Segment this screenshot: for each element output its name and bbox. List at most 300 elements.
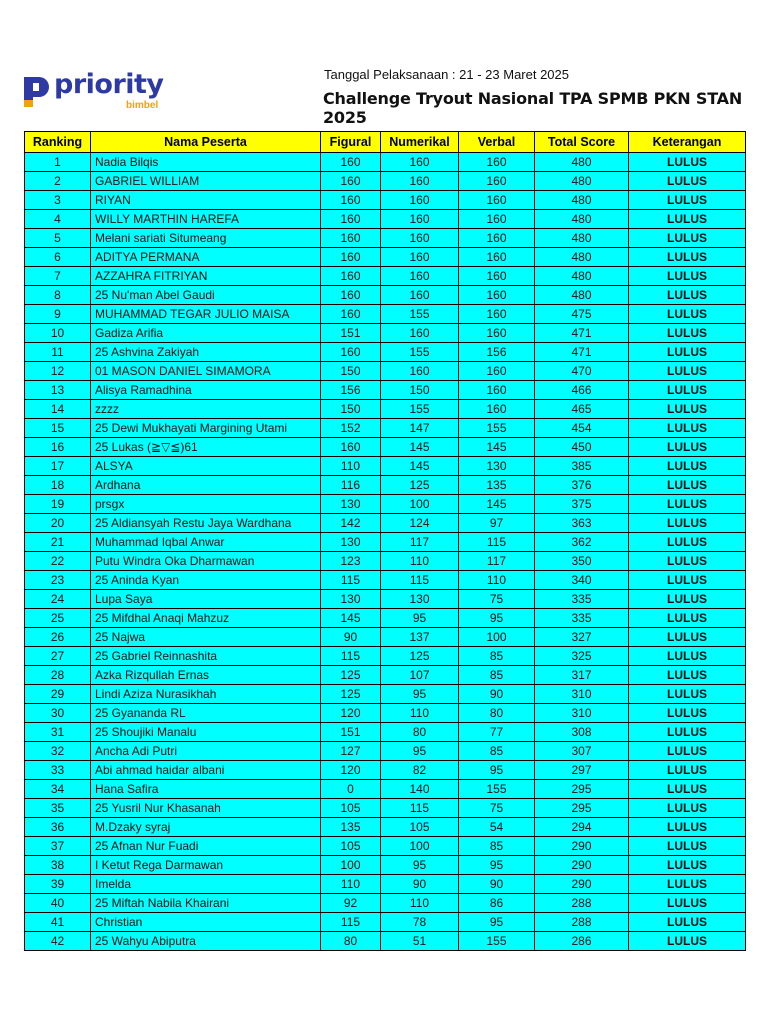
keterangan-cell: LULUS: [629, 799, 746, 818]
numerikal-cell: 155: [381, 343, 459, 362]
keterangan-cell: LULUS: [629, 286, 746, 305]
numerikal-cell: 140: [381, 780, 459, 799]
name-cell: WILLY MARTHIN HAREFA: [91, 210, 321, 229]
name-cell: Lupa Saya: [91, 590, 321, 609]
verbal-cell: 160: [459, 248, 535, 267]
priority-logo-icon: [22, 75, 52, 109]
name-cell: Gadiza Arifia: [91, 324, 321, 343]
verbal-cell: 85: [459, 837, 535, 856]
total-score-cell: 475: [535, 305, 629, 324]
name-cell: 25 Miftah Nabila Khairani: [91, 894, 321, 913]
numerikal-cell: 107: [381, 666, 459, 685]
total-score-cell: 290: [535, 856, 629, 875]
numerikal-cell: 130: [381, 590, 459, 609]
name-cell: 25 Ashvina Zakiyah: [91, 343, 321, 362]
name-cell: AZZAHRA FITRIYAN: [91, 267, 321, 286]
name-cell: 25 Gyananda RL: [91, 704, 321, 723]
numerikal-cell: 160: [381, 210, 459, 229]
table-row: [25, 894, 746, 913]
total-score-cell: 480: [535, 191, 629, 210]
keterangan-cell: LULUS: [629, 343, 746, 362]
keterangan-cell: LULUS: [629, 742, 746, 761]
numerikal-cell: 95: [381, 685, 459, 704]
name-cell: Abi ahmad haidar albani: [91, 761, 321, 780]
verbal-cell: 145: [459, 438, 535, 457]
rank-cell: 1: [25, 153, 91, 172]
figural-cell: 150: [321, 400, 381, 419]
total-score-cell: 297: [535, 761, 629, 780]
rank-cell: 41: [25, 913, 91, 932]
rank-cell: 32: [25, 742, 91, 761]
total-score-cell: 465: [535, 400, 629, 419]
verbal-cell: 75: [459, 590, 535, 609]
verbal-cell: 95: [459, 761, 535, 780]
numerikal-cell: 51: [381, 932, 459, 951]
rank-cell: 26: [25, 628, 91, 647]
figural-cell: 135: [321, 818, 381, 837]
keterangan-cell: LULUS: [629, 533, 746, 552]
rank-cell: 39: [25, 875, 91, 894]
name-cell: GABRIEL WILLIAM: [91, 172, 321, 191]
table-row: [25, 267, 746, 286]
rank-cell: 28: [25, 666, 91, 685]
keterangan-cell: LULUS: [629, 305, 746, 324]
name-cell: Hana Safira: [91, 780, 321, 799]
name-cell: 25 Yusril Nur Khasanah: [91, 799, 321, 818]
total-score-cell: 340: [535, 571, 629, 590]
name-cell: 25 Afnan Nur Fuadi: [91, 837, 321, 856]
table-row: [25, 457, 746, 476]
name-cell: Christian: [91, 913, 321, 932]
figural-cell: 130: [321, 495, 381, 514]
table-row: [25, 552, 746, 571]
keterangan-cell: LULUS: [629, 932, 746, 951]
verbal-cell: 160: [459, 305, 535, 324]
column-header-nama-peserta: Nama Peserta: [91, 132, 321, 153]
table-row: [25, 514, 746, 533]
verbal-cell: 155: [459, 780, 535, 799]
rank-cell: 17: [25, 457, 91, 476]
numerikal-cell: 95: [381, 856, 459, 875]
rank-cell: 6: [25, 248, 91, 267]
verbal-cell: 145: [459, 495, 535, 514]
total-score-cell: 480: [535, 248, 629, 267]
table-row: [25, 400, 746, 419]
total-score-cell: 290: [535, 875, 629, 894]
total-score-cell: 290: [535, 837, 629, 856]
verbal-cell: 100: [459, 628, 535, 647]
total-score-cell: 450: [535, 438, 629, 457]
figural-cell: 160: [321, 153, 381, 172]
table-row: [25, 438, 746, 457]
table-row: [25, 476, 746, 495]
rank-cell: 23: [25, 571, 91, 590]
rank-cell: 4: [25, 210, 91, 229]
rank-cell: 14: [25, 400, 91, 419]
name-cell: Melani sariati Situmeang: [91, 229, 321, 248]
figural-cell: 125: [321, 685, 381, 704]
verbal-cell: 80: [459, 704, 535, 723]
numerikal-cell: 145: [381, 438, 459, 457]
event-date: Tanggal Pelaksanaan : 21 - 23 Maret 2025: [324, 67, 570, 82]
total-score-cell: 317: [535, 666, 629, 685]
total-score-cell: 363: [535, 514, 629, 533]
total-score-cell: 480: [535, 172, 629, 191]
numerikal-cell: 100: [381, 837, 459, 856]
verbal-cell: 85: [459, 742, 535, 761]
table-row: [25, 761, 746, 780]
name-cell: 25 Lukas (≧▽≦)61: [91, 438, 321, 457]
keterangan-cell: LULUS: [629, 761, 746, 780]
column-header-numerikal: Numerikal: [381, 132, 459, 153]
figural-cell: 160: [321, 267, 381, 286]
rank-cell: 9: [25, 305, 91, 324]
figural-cell: 160: [321, 248, 381, 267]
name-cell: prsgx: [91, 495, 321, 514]
verbal-cell: 160: [459, 267, 535, 286]
name-cell: Ardhana: [91, 476, 321, 495]
figural-cell: 130: [321, 590, 381, 609]
rank-cell: 12: [25, 362, 91, 381]
keterangan-cell: LULUS: [629, 438, 746, 457]
keterangan-cell: LULUS: [629, 172, 746, 191]
verbal-cell: 95: [459, 609, 535, 628]
name-cell: Ancha Adi Putri: [91, 742, 321, 761]
total-score-cell: 471: [535, 324, 629, 343]
keterangan-cell: LULUS: [629, 552, 746, 571]
verbal-cell: 85: [459, 666, 535, 685]
total-score-cell: 454: [535, 419, 629, 438]
table-row: [25, 286, 746, 305]
rank-cell: 36: [25, 818, 91, 837]
numerikal-cell: 78: [381, 913, 459, 932]
numerikal-cell: 160: [381, 229, 459, 248]
figural-cell: 110: [321, 875, 381, 894]
rank-cell: 2: [25, 172, 91, 191]
keterangan-cell: LULUS: [629, 210, 746, 229]
verbal-cell: 160: [459, 324, 535, 343]
name-cell: MUHAMMAD TEGAR JULIO MAISA: [91, 305, 321, 324]
verbal-cell: 160: [459, 362, 535, 381]
verbal-cell: 117: [459, 552, 535, 571]
keterangan-cell: LULUS: [629, 324, 746, 343]
keterangan-cell: LULUS: [629, 571, 746, 590]
total-score-cell: 325: [535, 647, 629, 666]
table-row: [25, 856, 746, 875]
numerikal-cell: 95: [381, 609, 459, 628]
rank-cell: 34: [25, 780, 91, 799]
figural-cell: 0: [321, 780, 381, 799]
verbal-cell: 155: [459, 932, 535, 951]
name-cell: 25 Wahyu Abiputra: [91, 932, 321, 951]
rank-cell: 40: [25, 894, 91, 913]
numerikal-cell: 105: [381, 818, 459, 837]
keterangan-cell: LULUS: [629, 590, 746, 609]
figural-cell: 150: [321, 362, 381, 381]
total-score-cell: 295: [535, 780, 629, 799]
table-row: [25, 742, 746, 761]
table-row: [25, 780, 746, 799]
total-score-cell: 480: [535, 267, 629, 286]
table-row: [25, 647, 746, 666]
rank-cell: 21: [25, 533, 91, 552]
verbal-cell: 160: [459, 210, 535, 229]
figural-cell: 151: [321, 324, 381, 343]
rank-cell: 22: [25, 552, 91, 571]
numerikal-cell: 160: [381, 191, 459, 210]
keterangan-cell: LULUS: [629, 875, 746, 894]
verbal-cell: 75: [459, 799, 535, 818]
verbal-cell: 155: [459, 419, 535, 438]
rank-cell: 38: [25, 856, 91, 875]
results-table: [24, 131, 746, 951]
numerikal-cell: 110: [381, 704, 459, 723]
figural-cell: 160: [321, 229, 381, 248]
verbal-cell: 85: [459, 647, 535, 666]
numerikal-cell: 125: [381, 476, 459, 495]
verbal-cell: 95: [459, 913, 535, 932]
numerikal-cell: 160: [381, 286, 459, 305]
table-row: [25, 495, 746, 514]
keterangan-cell: LULUS: [629, 248, 746, 267]
numerikal-cell: 95: [381, 742, 459, 761]
numerikal-cell: 147: [381, 419, 459, 438]
column-header-figural: Figural: [321, 132, 381, 153]
figural-cell: 110: [321, 457, 381, 476]
name-cell: 25 Shoujiki Manalu: [91, 723, 321, 742]
verbal-cell: 160: [459, 191, 535, 210]
verbal-cell: 156: [459, 343, 535, 362]
verbal-cell: 135: [459, 476, 535, 495]
keterangan-cell: LULUS: [629, 913, 746, 932]
name-cell: Nadia Bilqis: [91, 153, 321, 172]
name-cell: I Ketut Rega Darmawan: [91, 856, 321, 875]
table-row: [25, 191, 746, 210]
numerikal-cell: 160: [381, 153, 459, 172]
total-score-cell: 471: [535, 343, 629, 362]
numerikal-cell: 160: [381, 362, 459, 381]
results-table-body: [25, 153, 746, 951]
name-cell: 25 Nu'man Abel Gaudi: [91, 286, 321, 305]
total-score-cell: 308: [535, 723, 629, 742]
keterangan-cell: LULUS: [629, 837, 746, 856]
rank-cell: 10: [25, 324, 91, 343]
table-row: [25, 666, 746, 685]
name-cell: Lindi Aziza Nurasikhah: [91, 685, 321, 704]
table-row: [25, 229, 746, 248]
numerikal-cell: 82: [381, 761, 459, 780]
table-row: [25, 628, 746, 647]
numerikal-cell: 115: [381, 799, 459, 818]
total-score-cell: 310: [535, 685, 629, 704]
name-cell: 25 Najwa: [91, 628, 321, 647]
table-row: [25, 533, 746, 552]
figural-cell: 105: [321, 799, 381, 818]
keterangan-cell: LULUS: [629, 894, 746, 913]
figural-cell: 160: [321, 343, 381, 362]
table-header-row: [25, 132, 746, 153]
logo-subtitle: bimbel: [126, 100, 159, 111]
keterangan-cell: LULUS: [629, 495, 746, 514]
figural-cell: 142: [321, 514, 381, 533]
keterangan-cell: LULUS: [629, 229, 746, 248]
column-header-ranking: Ranking: [25, 132, 91, 153]
verbal-cell: 160: [459, 172, 535, 191]
table-row: [25, 685, 746, 704]
table-row: [25, 362, 746, 381]
figural-cell: 130: [321, 533, 381, 552]
table-row: [25, 571, 746, 590]
table-row: [25, 172, 746, 191]
total-score-cell: 480: [535, 229, 629, 248]
figural-cell: 160: [321, 172, 381, 191]
name-cell: 25 Aninda Kyan: [91, 571, 321, 590]
figural-cell: 120: [321, 761, 381, 780]
rank-cell: 8: [25, 286, 91, 305]
figural-cell: 160: [321, 210, 381, 229]
name-cell: zzzz: [91, 400, 321, 419]
numerikal-cell: 110: [381, 552, 459, 571]
verbal-cell: 160: [459, 153, 535, 172]
figural-cell: 151: [321, 723, 381, 742]
rank-cell: 31: [25, 723, 91, 742]
figural-cell: 80: [321, 932, 381, 951]
keterangan-cell: LULUS: [629, 666, 746, 685]
name-cell: 25 Dewi Mukhayati Margining Utami: [91, 419, 321, 438]
numerikal-cell: 155: [381, 400, 459, 419]
numerikal-cell: 160: [381, 267, 459, 286]
rank-cell: 11: [25, 343, 91, 362]
rank-cell: 33: [25, 761, 91, 780]
total-score-cell: 327: [535, 628, 629, 647]
numerikal-cell: 155: [381, 305, 459, 324]
rank-cell: 5: [25, 229, 91, 248]
rank-cell: 20: [25, 514, 91, 533]
numerikal-cell: 124: [381, 514, 459, 533]
verbal-cell: 160: [459, 229, 535, 248]
total-score-cell: 294: [535, 818, 629, 837]
figural-cell: 160: [321, 438, 381, 457]
verbal-cell: 86: [459, 894, 535, 913]
name-cell: 25 Mifdhal Anaqi Mahzuz: [91, 609, 321, 628]
total-score-cell: 307: [535, 742, 629, 761]
total-score-cell: 335: [535, 609, 629, 628]
keterangan-cell: LULUS: [629, 780, 746, 799]
rank-cell: 19: [25, 495, 91, 514]
keterangan-cell: LULUS: [629, 362, 746, 381]
table-row: [25, 153, 746, 172]
total-score-cell: 466: [535, 381, 629, 400]
keterangan-cell: LULUS: [629, 647, 746, 666]
keterangan-cell: LULUS: [629, 609, 746, 628]
total-score-cell: 480: [535, 286, 629, 305]
total-score-cell: 470: [535, 362, 629, 381]
numerikal-cell: 160: [381, 324, 459, 343]
total-score-cell: 480: [535, 153, 629, 172]
rank-cell: 3: [25, 191, 91, 210]
column-header-verbal: Verbal: [459, 132, 535, 153]
keterangan-cell: LULUS: [629, 685, 746, 704]
rank-cell: 37: [25, 837, 91, 856]
keterangan-cell: LULUS: [629, 704, 746, 723]
verbal-cell: 110: [459, 571, 535, 590]
table-row: [25, 343, 746, 362]
verbal-cell: 160: [459, 381, 535, 400]
rank-cell: 27: [25, 647, 91, 666]
table-row: [25, 381, 746, 400]
rank-cell: 24: [25, 590, 91, 609]
figural-cell: 152: [321, 419, 381, 438]
figural-cell: 100: [321, 856, 381, 875]
figural-cell: 120: [321, 704, 381, 723]
numerikal-cell: 160: [381, 172, 459, 191]
name-cell: Azka Rizqullah Ernas: [91, 666, 321, 685]
rank-cell: 7: [25, 267, 91, 286]
keterangan-cell: LULUS: [629, 191, 746, 210]
table-row: [25, 210, 746, 229]
rank-cell: 15: [25, 419, 91, 438]
figural-cell: 160: [321, 286, 381, 305]
total-score-cell: 480: [535, 210, 629, 229]
rank-cell: 29: [25, 685, 91, 704]
figural-cell: 105: [321, 837, 381, 856]
column-header-total-score: Total Score: [535, 132, 629, 153]
figural-cell: 145: [321, 609, 381, 628]
name-cell: Muhammad Iqbal Anwar: [91, 533, 321, 552]
priority-logo: [22, 69, 192, 113]
numerikal-cell: 80: [381, 723, 459, 742]
total-score-cell: 335: [535, 590, 629, 609]
table-row: [25, 723, 746, 742]
keterangan-cell: LULUS: [629, 419, 746, 438]
table-row: [25, 305, 746, 324]
name-cell: 01 MASON DANIEL SIMAMORA: [91, 362, 321, 381]
event-title: Challenge Tryout Nasional TPA SPMB PKN STAN 2025: [323, 89, 743, 127]
rank-cell: 16: [25, 438, 91, 457]
name-cell: M.Dzaky syraj: [91, 818, 321, 837]
name-cell: ALSYA: [91, 457, 321, 476]
rank-cell: 25: [25, 609, 91, 628]
numerikal-cell: 100: [381, 495, 459, 514]
figural-cell: 160: [321, 305, 381, 324]
keterangan-cell: LULUS: [629, 400, 746, 419]
name-cell: 25 Aldiansyah Restu Jaya Wardhana: [91, 514, 321, 533]
numerikal-cell: 137: [381, 628, 459, 647]
verbal-cell: 97: [459, 514, 535, 533]
verbal-cell: 160: [459, 286, 535, 305]
table-row: [25, 799, 746, 818]
keterangan-cell: LULUS: [629, 476, 746, 495]
table-row: [25, 324, 746, 343]
total-score-cell: 288: [535, 894, 629, 913]
verbal-cell: 90: [459, 875, 535, 894]
table-row: [25, 609, 746, 628]
table-row: [25, 704, 746, 723]
total-score-cell: 375: [535, 495, 629, 514]
table-row: [25, 818, 746, 837]
verbal-cell: 77: [459, 723, 535, 742]
figural-cell: 123: [321, 552, 381, 571]
name-cell: Putu Windra Oka Dharmawan: [91, 552, 321, 571]
numerikal-cell: 145: [381, 457, 459, 476]
name-cell: RIYAN: [91, 191, 321, 210]
rank-cell: 18: [25, 476, 91, 495]
verbal-cell: 115: [459, 533, 535, 552]
figural-cell: 92: [321, 894, 381, 913]
numerikal-cell: 125: [381, 647, 459, 666]
rank-cell: 42: [25, 932, 91, 951]
table-row: [25, 419, 746, 438]
